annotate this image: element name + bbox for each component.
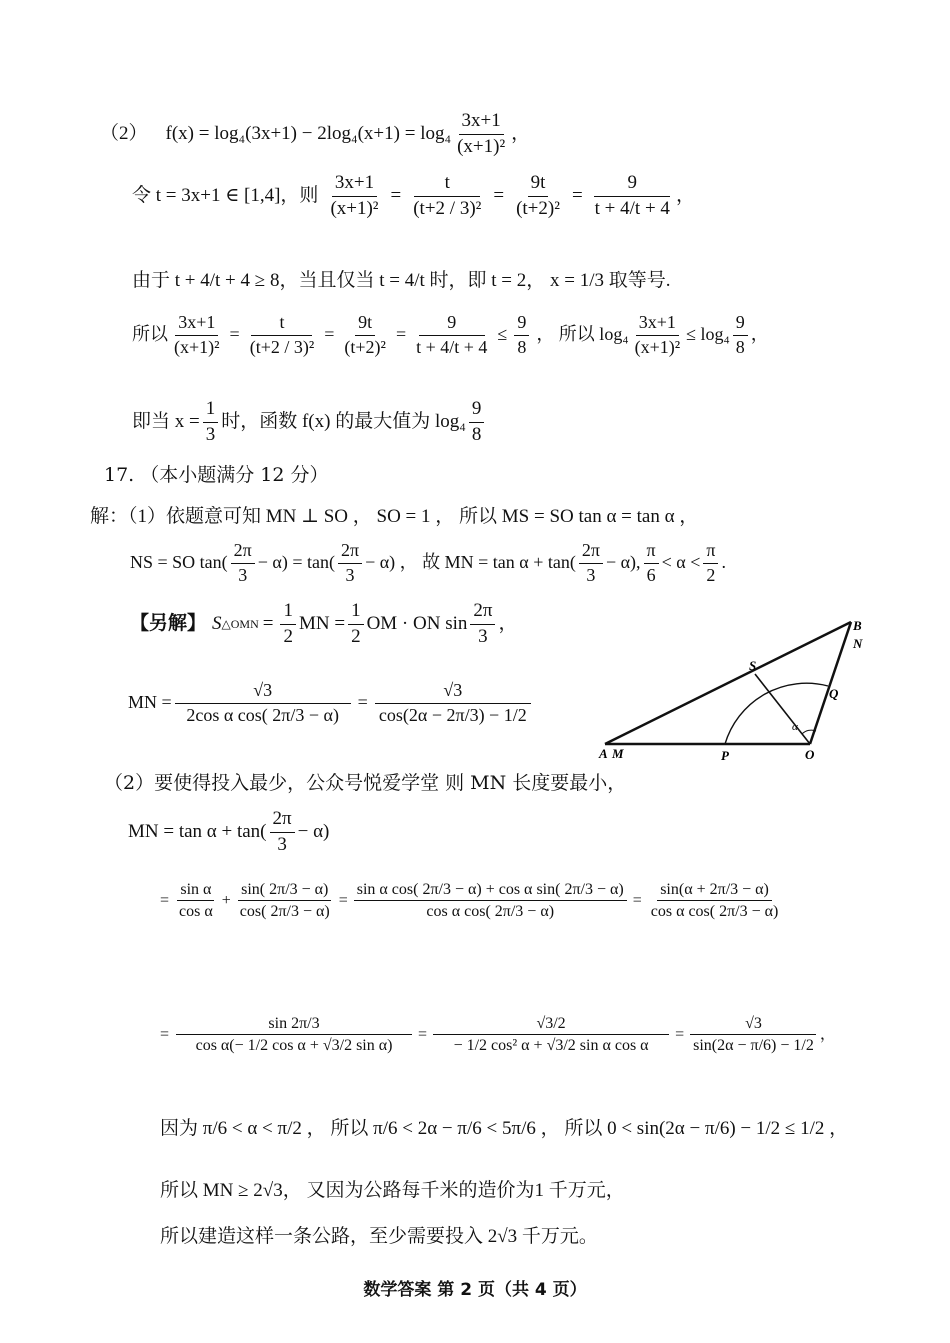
fraction [733,312,748,358]
fraction-denominator: (t+2)² [344,336,386,357]
fraction-numerator: 3x+1 [459,110,504,135]
fraction-denominator: 3 [238,564,248,585]
equals-sign: = [338,892,348,910]
label-m: M [612,746,624,761]
mid-text: − α) = tan( [257,552,335,573]
line-os [755,674,810,744]
fraction-numerator: 9 [733,312,748,336]
punct: . [721,552,726,573]
mid-text: − α), [605,552,641,573]
fraction-numerator: sin α [177,880,214,901]
punct: ， [675,184,695,206]
eq-mn-alt [128,680,534,726]
fraction [644,540,659,586]
fraction-denominator: (x+1)² [634,336,681,357]
fraction-numerator: 2π [270,808,295,833]
equals-sign: = [229,324,240,345]
fraction-denominator: 8 [471,423,482,445]
leq-log: ≤ log₄ [686,324,730,345]
fraction-numerator: 9 [594,172,670,197]
fraction-numerator: 2π [579,540,603,564]
fraction-numerator: sin(α + 2π/3 − α) [657,880,772,901]
fraction [410,172,484,221]
fraction-denominator: 3 [277,833,287,855]
fraction-denominator: t + 4/t + 4 [594,197,670,219]
fraction-numerator: 2π [231,540,255,564]
fraction-denominator: cos α cos( 2π/3 − α) [426,903,555,921]
question-17-header: 17. （本小题满分 12 分） [104,464,329,486]
leq-sign: ≤ [497,324,508,345]
fraction-numerator: √3 [690,1014,816,1035]
fraction-numerator: 9 [514,312,529,336]
fraction-denominator: cos α(− 1/2 cos α + √3/2 sin α) [195,1037,393,1055]
fraction-denominator: 8 [517,336,527,357]
fraction [514,312,529,358]
punct: ， [511,122,531,144]
equals-sign: = [632,892,642,910]
fraction-denominator: (x+1)² [174,336,220,357]
mid-text: ， 所以 log₄ [536,324,629,345]
mid-text: 时，函数 f(x) 的最大值为 log₄ [221,410,466,432]
label-p: P [721,748,729,762]
fraction-numerator: √3/2 [433,1014,669,1035]
fraction [348,600,364,649]
fraction [690,1014,817,1055]
fraction-denominator: 2 [283,625,293,647]
fraction-numerator: t [414,172,480,197]
eq-simplified [160,1014,836,1055]
eq-bound [132,312,769,358]
fraction-denominator: 6 [646,564,656,585]
equals-sign: = [571,184,583,206]
fraction-denominator: cos α [179,903,213,921]
fraction-numerator: 2π [470,600,495,625]
alt-solution-label: 【另解】 [130,612,207,634]
equals-sign: = [493,184,505,206]
eq-f-definition [100,110,530,159]
fraction-denominator: 2 [706,564,716,585]
equals-sign: = [357,692,368,713]
fraction [469,398,485,447]
fraction [176,880,216,921]
fraction [632,312,684,358]
punct: ， [750,324,769,345]
mid-text: OM · ON sin [366,612,468,634]
fraction [231,540,255,586]
fraction [237,880,333,921]
fraction [354,880,627,921]
punct: ， [819,1026,836,1044]
label-n: N [853,636,863,651]
lead-text: 即当 x = [132,410,200,432]
equals-sign: = [160,892,170,910]
fraction-numerator: sin( 2π/3 − α) [238,880,331,901]
fraction-denominator: cos( 2π/3 − α) [239,903,330,921]
fraction-numerator: 1 [348,600,364,625]
conclusion-min-cost: 所以建造这样一条公路，至少需要投入 2√3 千万元。 [160,1226,598,1247]
fraction-denominator: 8 [735,336,745,357]
fraction-numerator: t [251,312,312,336]
fraction-denominator: 3 [478,625,488,647]
eq-mn-tan [128,808,329,857]
fraction-numerator: sin 2π/3 [176,1014,412,1035]
fraction-numerator: 3x+1 [175,312,218,336]
eq-maximum [132,398,487,447]
fraction [513,172,563,221]
alt-solution [130,600,517,649]
eq-sum-fractions [160,880,784,921]
equals-sign: = [262,612,274,634]
fraction-numerator: 9t [355,312,375,336]
solution-part-1: 解：（1）依题意可知 MN ⊥ SO ， SO = 1 ， 所以 MS = SO tan α = tan α ， [90,506,699,527]
eq-substitution [132,172,695,221]
equals-sign: = [675,1026,685,1044]
fraction [247,312,318,358]
eq-amgm: 由于 t + 4/t + 4 ≥ 8，当且仅当 t = 4/t 时，即 t = 2， x = 1/3 取等号. [132,270,671,291]
equals-sign: = [418,1026,428,1044]
fraction-denominator: 2 [351,625,361,647]
fraction-numerator: 3x+1 [636,312,679,336]
fraction [175,680,351,726]
fraction-numerator: √3 [175,680,351,704]
fraction-numerator: 3x+1 [332,172,377,197]
fraction [338,540,362,586]
fraction-denominator: 2cos α cos( 2π/3 − α) [186,704,339,725]
fraction [433,1014,669,1055]
fraction-denominator: (t+2 / 3)² [249,336,315,357]
mid-text: MN = [298,612,346,634]
fraction-numerator: 1 [280,600,296,625]
fraction [176,1014,412,1055]
area-symbol: S [212,612,222,634]
fraction [413,312,490,358]
fraction [341,312,389,358]
geometry-diagram [595,612,870,762]
fraction-numerator: π [703,540,718,564]
sub-lead: 令 t = 3x+1 ∈ [1,4]，则 [132,184,319,206]
fraction-denominator: (t+2 / 3)² [413,197,482,219]
fraction-denominator: cos(2α − 2π/3) − 1/2 [378,704,527,725]
fraction-numerator: π [644,540,659,564]
punct: ， [498,612,518,634]
fraction-numerator: 1 [203,398,219,423]
mid-text: < α < [661,552,701,573]
fraction [171,312,223,358]
fraction-numerator: sin α cos( 2π/3 − α) + cos α sin( 2π/3 − α) [354,880,627,901]
tail-text: − α) [297,820,330,842]
fraction [203,398,219,447]
f-expression: f(x) = log₄(3x+1) − 2log₄(x+1) = log₄ [165,122,452,144]
fraction-denominator: (x+1)² [330,197,379,219]
fraction [592,172,673,221]
page-footer: 数学答案 第 2 页（共 4 页） [363,1280,587,1300]
fraction-numerator: √3 [375,680,531,704]
fraction-denominator: cos α cos( 2π/3 − α) [650,903,779,921]
fraction [579,540,603,586]
label-o: O [805,747,815,762]
eq-ns [130,540,726,586]
fraction [327,172,381,221]
range-analysis: 因为 π/6 < α < π/2 ， 所以 π/6 < 2α − π/6 < 5π/6 ， 所以 0 < sin(2α − π/6) − 1/2 ≤ 1/2 ， [160,1118,849,1139]
lead-text: MN = tan α + tan( [128,820,267,842]
fraction-denominator: − 1/2 cos² α + √3/2 sin α cos α [453,1037,649,1055]
label-alpha: α [792,721,798,733]
label-s: S [749,658,757,673]
lead-text: 所以 [132,324,168,345]
label-a: A [599,746,608,761]
fraction [703,540,718,586]
fraction [280,600,296,649]
fraction [454,110,508,159]
fraction-denominator: 3 [345,564,355,585]
plus-sign: + [221,892,231,910]
label-q: Q [829,686,839,701]
fraction-numerator: 9t [528,172,549,197]
fraction-denominator: 3 [205,423,216,445]
fraction-denominator: t + 4/t + 4 [416,336,488,357]
area-subscript: △OMN [221,617,259,632]
equals-sign: = [160,1026,170,1044]
fraction [375,680,531,726]
label-b: B [853,618,862,633]
part-2-label: （2） [100,122,148,144]
fraction-numerator: 9 [419,312,485,336]
fraction [648,880,782,921]
fraction-denominator: 3 [586,564,596,585]
lead-text: MN = [128,692,172,713]
conclusion-min-length: 所以 MN ≥ 2√3， 又因为公路每千米的造价为1 千万元， [160,1180,625,1201]
lead-text: NS = SO tan( [130,552,228,573]
fraction-denominator: (t+2)² [516,197,560,219]
fraction [470,600,495,649]
mid-text: − α) ， 故 MN = tan α + tan( [365,552,576,573]
fraction-numerator: 2π [338,540,362,564]
fraction-denominator: sin(2α − π/6) − 1/2 [693,1037,814,1055]
fraction [270,808,295,857]
part-2-statement: （2）要使得投入最少，公众号悦爱学堂 则 MN 长度要最小， [104,772,627,794]
equals-sign: = [395,324,407,345]
equals-sign: = [390,184,402,206]
fraction-denominator: (x+1)² [457,135,506,157]
equals-sign: = [324,324,335,345]
fraction-numerator: 9 [469,398,485,423]
